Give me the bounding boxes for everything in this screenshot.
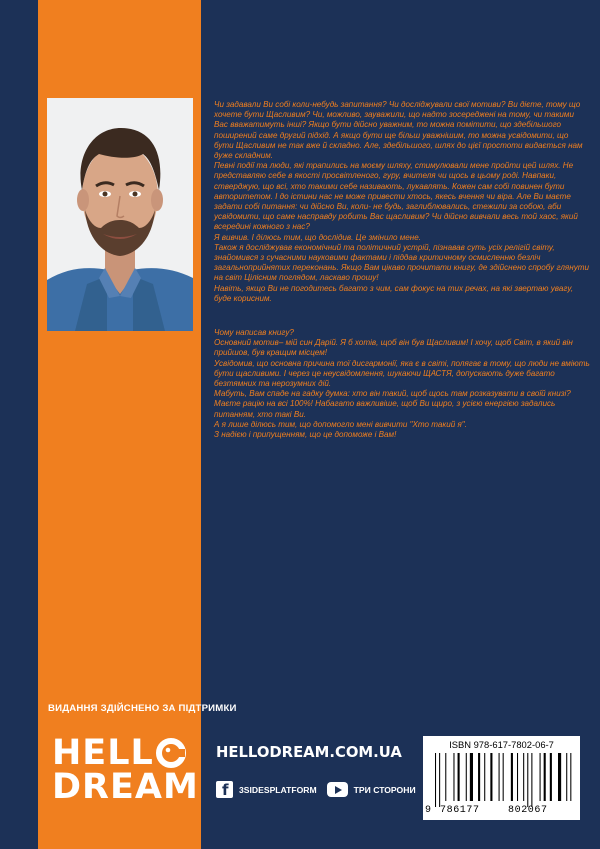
author-photo bbox=[47, 98, 193, 331]
barcode-bar bbox=[458, 753, 460, 801]
paragraph-10: А я лише ділюсь тим, що допомогло мені вивчити "Хто такий я". bbox=[214, 419, 467, 429]
facebook-icon[interactable]: f bbox=[216, 781, 233, 798]
barcode-box bbox=[423, 736, 580, 820]
barcode-bar bbox=[435, 753, 436, 807]
paragraph-7: Основний мотив– мій син Дарій. Я б хотів, щоб він був Щасливим! І хочу, щоб Світ, в який він прийшов, був кращим місцем! bbox=[214, 338, 573, 358]
barcode-bar bbox=[544, 753, 546, 801]
barcode-bar bbox=[570, 753, 571, 801]
logo-line-2: DREAM bbox=[52, 767, 199, 807]
barcode-digits-left: 786177 bbox=[440, 805, 480, 816]
paragraph-9: Мабуть, Вам спаде на гадку думка: хто він такий, щоб щось там розказувати в своїй книзі? Маєте рацію на всі 100%! Набагато важливіше, щоб Ви щиро, з усією енергією задались питанням, хто такі Ви. bbox=[214, 389, 571, 419]
youtube-label[interactable]: ТРИ СТОРОНИ bbox=[353, 784, 416, 795]
barcode-bar bbox=[439, 753, 440, 807]
barcode-bar bbox=[527, 753, 528, 807]
youtube-icon[interactable] bbox=[327, 782, 348, 797]
annotation-text bbox=[214, 100, 590, 440]
hellodream-logo bbox=[52, 733, 199, 807]
paragraph-11: З надією і припущенням, що це допоможе і Вам! bbox=[214, 430, 397, 440]
barcode-bar bbox=[453, 753, 454, 801]
barcode-digit-first: 9 bbox=[425, 805, 432, 816]
barcode-bar bbox=[478, 753, 480, 801]
barcode-bar bbox=[523, 753, 524, 801]
support-caption: ВИДАННЯ ЗДІЙСНЕНО ЗА ПІДТРИМКИ bbox=[48, 703, 237, 714]
barcode-bar bbox=[466, 753, 467, 801]
paragraph-4: Також я досліджував економічний та політичний устрій, пізнавав суть усіх релігій світу, знайомився з сучасними науковими фактами і піддав критичному осмисленню безліч загальноприйнятих переконань. Якщо Вам цікаво прочитати книгу, де здійснено спробу глянути на світ Цілісним поглядом, ласкаво прошу! bbox=[214, 242, 589, 283]
barcode-bar bbox=[558, 753, 561, 801]
paragraph-gap bbox=[214, 304, 590, 328]
logo-text-hell: HELL bbox=[52, 733, 154, 773]
barcode-bar bbox=[540, 753, 541, 801]
paragraph-3: Я вивчив. І ділюсь тим, що дослідив. Це змінило мене. bbox=[214, 232, 422, 242]
barcode-bar bbox=[490, 753, 492, 801]
barcode-bar bbox=[445, 753, 446, 801]
barcode-bar bbox=[503, 753, 504, 801]
barcode-bar bbox=[566, 753, 567, 801]
paragraph-8: Усвідомив, що основна причина тої дисгармонії, яка є в світі, полягає в тому, що люди не вміють бути щасливими. І через це неусвідомлення, шукаючи ЩАСТЯ, допускають дуже багато безтямних та нерозумних дій. bbox=[214, 358, 590, 389]
paragraph-1: Чи задавали Ви собі коли-небудь запитання? Чи досліджували свої мотиви? Ви дієте, тому що хочете бути Щасливим? Чи, можливо, зауважили, що надто зосереджені на тому, чи такими Вас вважатимуть інші? Якщо бути дійсно уважним, то можна помітити, що здебільшого поширений саме другий підхід. А якщо бути ще більш уважнішим, то можна усвідомити, що бути Щасливим не так вже й складно. Але, здебільшого, шлях до цієї простоти видається нам дуже складним. bbox=[214, 100, 583, 161]
paragraph-6: Чому написав книгу? bbox=[214, 328, 294, 338]
paragraph-2: Певні події та люди, які трапились на моєму шляху, стимулювали мене пройти цей шлях. Не представляю себе в якості просвітленого, гуру, вчителя чи щось в цьому роді. Навпаки, стверджую, що всі, хто такими себе називають, лукавлять. Кожен сам собі повинен бути авторитетом. І до істини нас не може привести хтось, якесь вчення чи віра. Але Ви маєте задати собі питання: чи дійсно Ви, коли- не будь, заглиблювались, стежили за собою, аби усвідомити, що саме насправду робить Вас щасливим? Чи дійсно вивчали весь той хаос, який всередині кожного з нас? bbox=[214, 161, 578, 232]
barcode-bar bbox=[531, 753, 532, 807]
isbn-text: ISBN 978-617-7802-06-7 bbox=[449, 739, 554, 750]
hellodream-o-logo-icon bbox=[155, 737, 187, 769]
facebook-label[interactable]: 3SIDESPLATFORM bbox=[239, 784, 317, 795]
paragraph-5: Навіть, якщо Ви не погодитесь багато з чим, сам фокус на тих речах, на які звертаю увагу, буде корисним. bbox=[214, 283, 574, 303]
social-links bbox=[216, 781, 416, 798]
website-url[interactable]: HELLODREAM.COM.UA bbox=[216, 744, 402, 761]
barcode-bar bbox=[499, 753, 500, 801]
barcode-bar bbox=[550, 753, 552, 801]
barcode-bar bbox=[517, 753, 518, 801]
barcode-bar bbox=[484, 753, 485, 801]
barcode-bar bbox=[511, 753, 513, 801]
ean13-barcode-icon bbox=[431, 753, 572, 807]
barcode-bar bbox=[470, 753, 473, 801]
barcode-digits-right: 802067 bbox=[508, 805, 548, 816]
logo-line-1 bbox=[52, 733, 199, 773]
author-portrait-icon bbox=[47, 98, 193, 331]
